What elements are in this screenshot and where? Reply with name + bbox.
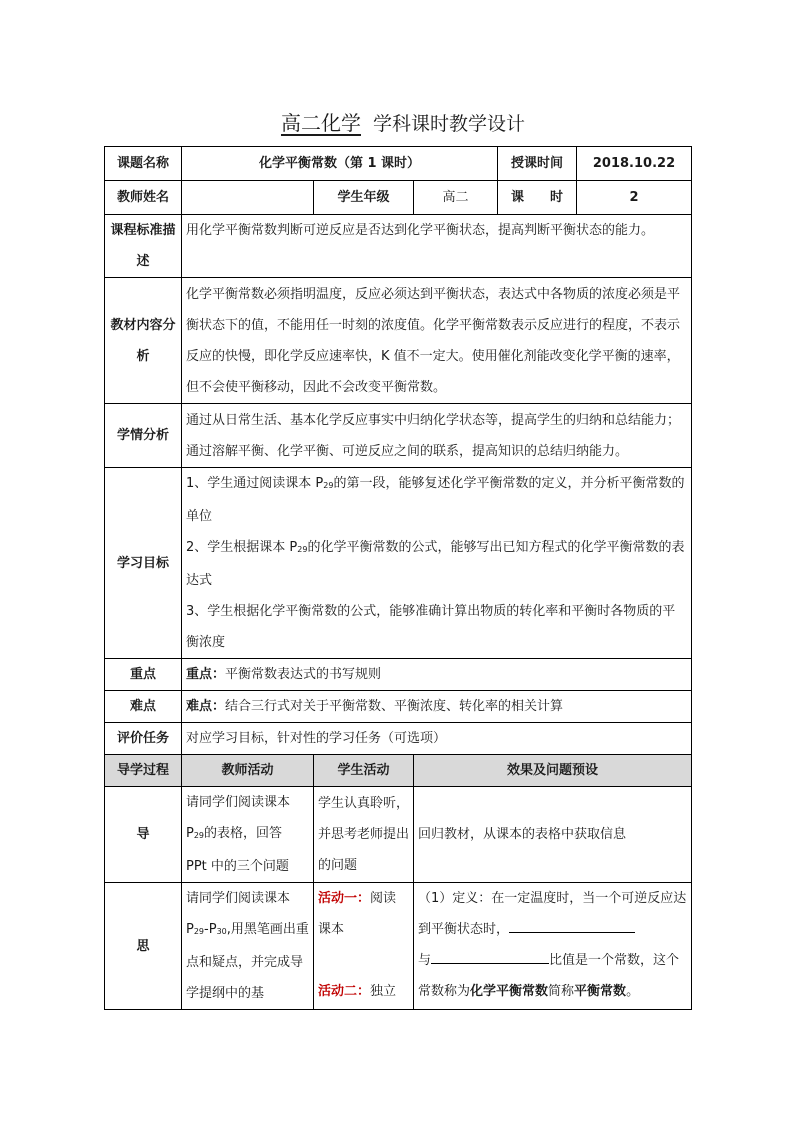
objectives-label: 学习目标 xyxy=(105,468,182,659)
process-header-stage: 导学过程 xyxy=(105,755,182,787)
grade-value: 高二 xyxy=(414,181,498,215)
stage-think: 思 xyxy=(105,883,182,1010)
lesson-plan-table xyxy=(104,146,692,1010)
process-row-guide xyxy=(105,787,692,883)
objective-item: 2、学生根据课本 P29的化学平衡常数的公式，能够写出已知方程式的化学平衡常数的表达式 xyxy=(186,540,685,588)
evaluation-label: 评价任务 xyxy=(105,723,182,755)
student-activity-guide: 学生认真聆听，并思考老师提出的问题 xyxy=(314,787,414,883)
topic-value: 化学平衡常数（第 1 课时） xyxy=(182,147,498,181)
activity1-text: 阅读课本 xyxy=(318,891,397,937)
objectives-list xyxy=(182,468,692,659)
student-activity-think xyxy=(314,883,414,1010)
subject-name: 高二化学 xyxy=(280,111,361,135)
topic-row xyxy=(105,147,692,181)
standard-row xyxy=(105,215,692,278)
key-point-cell xyxy=(182,659,692,691)
effect-think: （1）定义：在一定温度时，当一个可逆反应达到平衡状态时， 与 比值是一个常数，这个常数称为化学平衡常数简称平衡常数。 xyxy=(414,883,692,1010)
periods-label: 课 时 xyxy=(498,181,577,215)
date-value: 2018.10.22 xyxy=(577,147,692,181)
learner-label: 学情分析 xyxy=(105,404,182,468)
teacher-activity-guide: 请同学们阅读课本 P29的表格，回答 PPt 中的三个问题 xyxy=(182,787,314,883)
key-point-label: 重点 xyxy=(105,659,182,691)
teacher-label: 教师姓名 xyxy=(105,181,182,215)
difficulty-prefix: 难点： xyxy=(186,699,226,714)
difficulty-row xyxy=(105,691,692,723)
difficulty-label: 难点 xyxy=(105,691,182,723)
effect-guide: 回归教材，从课本的表格中获取信息 xyxy=(414,787,692,883)
stage-guide: 导 xyxy=(105,787,182,883)
title-suffix: 学科课时教学设计 xyxy=(372,113,525,135)
periods-value: 2 xyxy=(577,181,692,215)
key-point-row xyxy=(105,659,692,691)
evaluation-row xyxy=(105,723,692,755)
activity2-label: 活动二： xyxy=(318,984,371,999)
evaluation-text: 对应学习目标，针对性的学习任务（可选项） xyxy=(182,723,692,755)
fill-blank-1[interactable] xyxy=(509,918,635,933)
teacher-value xyxy=(182,181,314,215)
date-label: 授课时间 xyxy=(498,147,577,181)
standard-text: 用化学平衡常数判断可逆反应是否达到化学平衡状态，提高判断平衡状态的能力。 xyxy=(182,215,692,278)
process-header-teacher: 教师活动 xyxy=(182,755,314,787)
material-label: 教材内容分析 xyxy=(105,278,182,404)
objective-item: 3、学生根据化学平衡常数的公式，能够准确计算出物质的转化率和平衡时各物质的平衡浓度 xyxy=(186,604,676,650)
key-point-text: 平衡常数表达式的书写规则 xyxy=(225,667,382,682)
objective-item: 1、学生通过阅读课本 P29的第一段，能够复述化学平衡常数的定义，并分析平衡常数的单位 xyxy=(186,476,685,524)
fill-blank-2[interactable] xyxy=(431,949,549,964)
document-title xyxy=(0,110,794,137)
teacher-row xyxy=(105,181,692,215)
difficulty-text: 结合三行式对关于平衡常数、平衡浓度、转化率的相关计算 xyxy=(225,699,564,714)
key-point-prefix: 重点： xyxy=(186,667,226,682)
objectives-row xyxy=(105,468,692,659)
topic-label: 课题名称 xyxy=(105,147,182,181)
grade-label: 学生年级 xyxy=(314,181,414,215)
teacher-activity-think: 请同学们阅读课本P29-P30,用黑笔画出重点和疑点，并完成导学提纲中的基 xyxy=(182,883,314,1010)
learner-text: 通过从日常生活、基本化学反应事实中归纳化学状态等，提高学生的归纳和总结能力；通过溶解平衡、化学平衡、可逆反应之间的联系，提高知识的总结归纳能力。 xyxy=(182,404,692,468)
process-header-effect: 效果及问题预设 xyxy=(414,755,692,787)
process-header-row xyxy=(105,755,692,787)
process-header-student: 学生活动 xyxy=(314,755,414,787)
activity2-text: 独立 xyxy=(370,984,397,999)
activity1-label: 活动一： xyxy=(318,891,371,906)
learner-row xyxy=(105,404,692,468)
difficulty-cell xyxy=(182,691,692,723)
material-text: 化学平衡常数必须指明温度，反应必须达到平衡状态，表达式中各物质的浓度必须是平衡状态下的值，不能用任一时刻的浓度值。化学平衡常数表示反应进行的程度，不表示反应的快慢，即化学反应速率快，K 值不一定大。使用催化剂能改变化学平衡的速率，但不会使平衡移动，因此不会改变平衡常数。 xyxy=(182,278,692,404)
standard-label: 课程标准描述 xyxy=(105,215,182,278)
material-row xyxy=(105,278,692,404)
process-row-think xyxy=(105,883,692,1010)
